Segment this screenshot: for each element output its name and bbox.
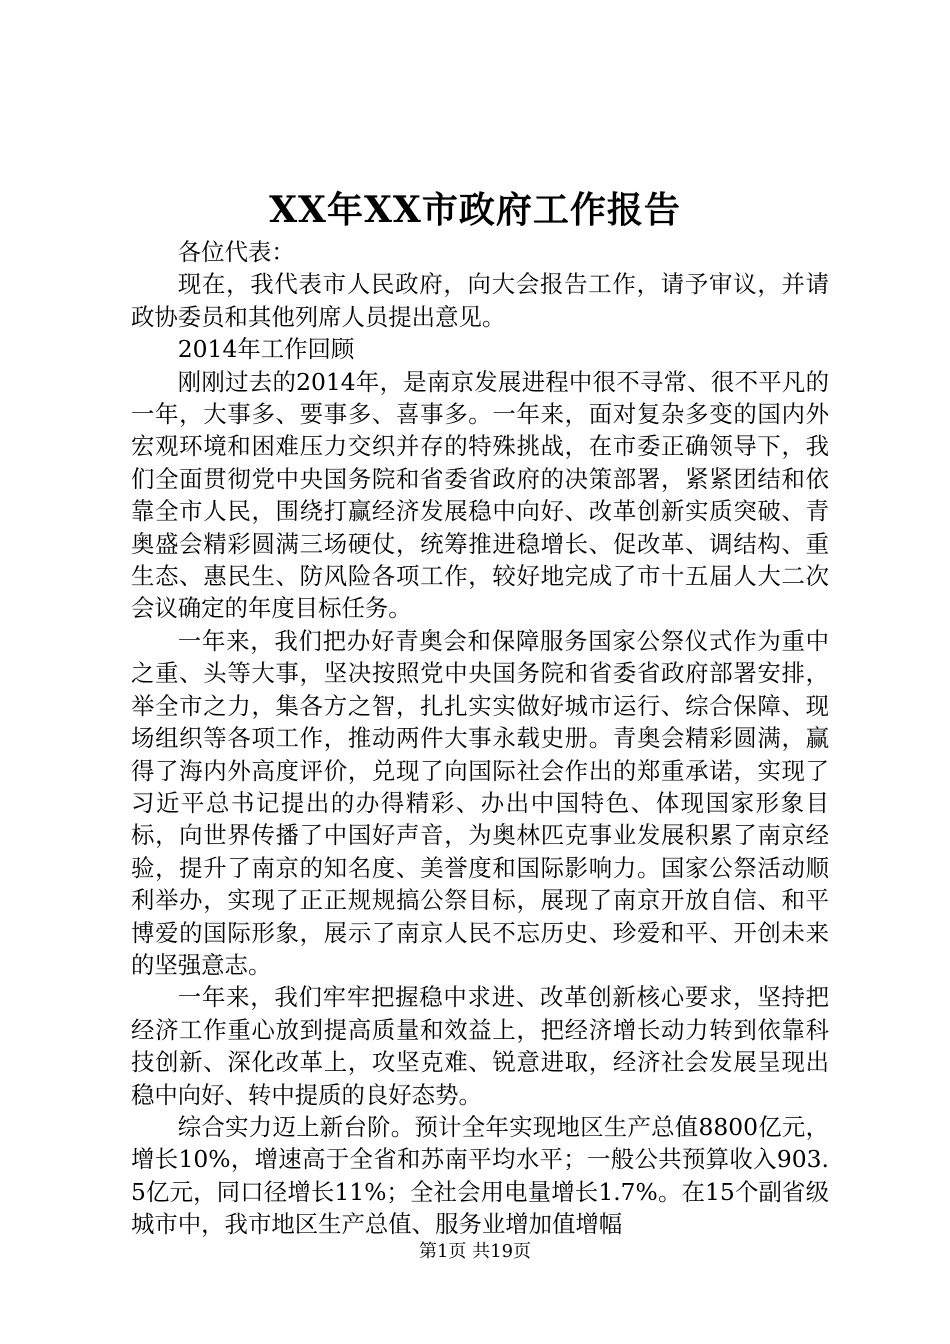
body-paragraph: 综合实力迈上新台阶。预计全年实现地区生产总值8800亿元，增长10%，增速高于全省和苏南平均水平；一般公共预算收入903.5亿元，同口径增长11%；全社会用电量增长1.7%。在15个副省级城市中，我市地区生产总值、服务业增加值增幅 [131,1112,829,1239]
opening-paragraph: 现在，我代表市人民政府，向大会报告工作，请予审议，并请政协委员和其他列席人员提出意见。 [131,270,829,331]
body-paragraph: 一年来，我们牢牢把握稳中求进、改革创新核心要求，坚持把经济工作重心放到提高质量和效益上，把经济增长动力转到依靠科技创新、深化改革上，攻坚克难、锐意进取，经济社会发展呈现出稳中向好、转中提质的良好态势。 [131,983,829,1109]
document-title: XX年XX市政府工作报告 [269,189,681,231]
page-number-footer: 第1页 共19页 [418,1241,532,1262]
salutation-paragraph: 各位代表： [177,238,295,266]
section-heading: 2014年工作回顾 [177,335,355,364]
body-paragraph: 刚刚过去的2014年，是南京发展进程中很不寻常、很不平凡的一年，大事多、要事多、喜事多。一年来，面对复杂多变的国内外宏观环境和困难压力交织并存的特殊挑战，在市委正确领导下，我们全面贯彻党中央国务院和省委省政府的决策部署，紧紧团结和依靠全市人民，围绕打赢经济发展稳中向好、改革创新实质突破、青奥盛会精彩圆满三场硬仗，统筹推进稳增长、促改革、调结构、重生态、惠民生、防风险各项工作，较好地完成了市十五届人大二次会议确定的年度目标任务。 [131,367,829,623]
document-body [131,236,829,1241]
body-paragraph: 一年来，我们把办好青奥会和保障服务国家公祭仪式作为重中之重、头等大事，坚决按照党中央国务院和省委省政府部署安排，举全市之力，集各方之智，扎扎实实做好城市运行、综合保障、现场组织等各项工作，推动两件大事永载史册。青奥会精彩圆满，赢得了海内外高度评价，兑现了向国际社会作出的郑重承诺，实现了习近平总书记提出的办得精彩、办出中国特色、体现国家形象目标，向世界传播了中国好声音，为奥林匹克事业发展积累了南京经验，提升了南京的知名度、美誉度和国际影响力。国家公祭活动顺利举办，实现了正正规规搞公祭目标，展现了南京开放自信、和平博爱的国际形象，展示了南京人民不忘历史、珍爱和平、开创未来的坚强意志。 [131,626,829,979]
